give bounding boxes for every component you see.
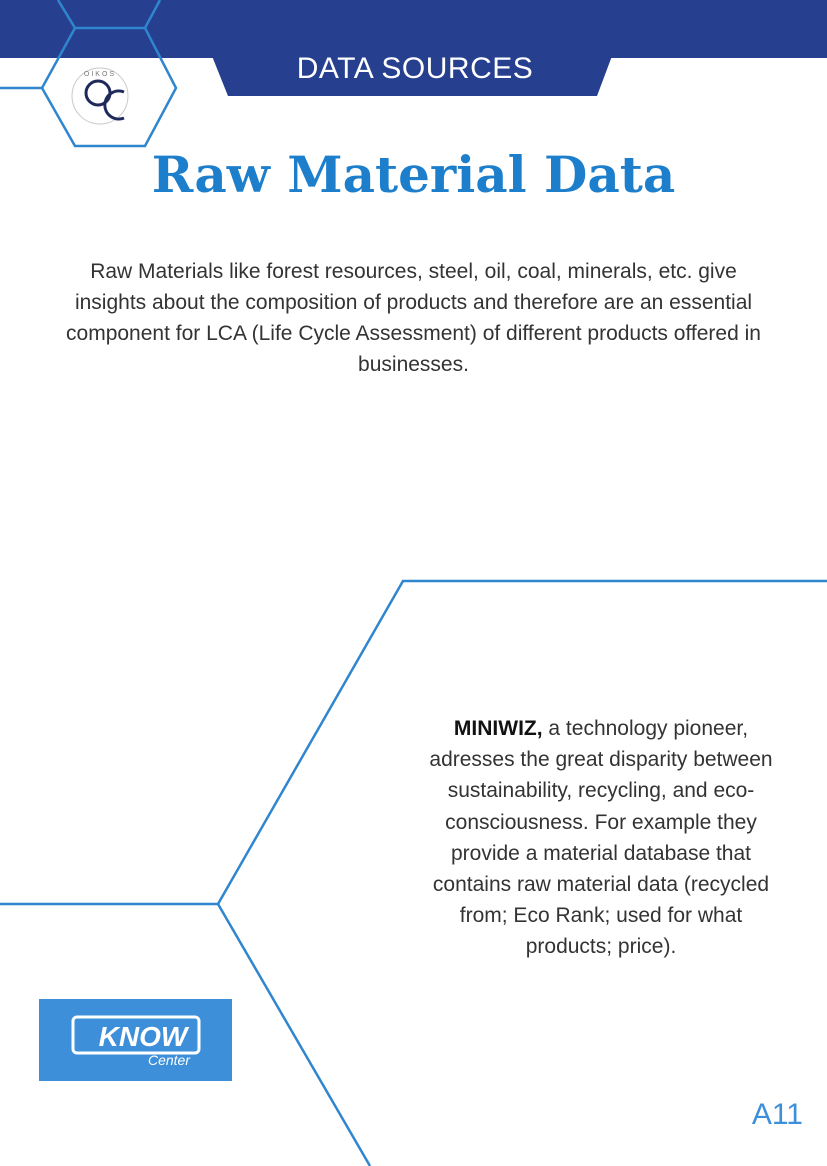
section-label: DATA SOURCES [296, 52, 534, 85]
miniwiz-paragraph [425, 713, 777, 963]
page-number: A11 [751, 1098, 803, 1131]
logo-hexagon [0, 0, 200, 160]
miniwiz-name: MINIWIZ, [453, 717, 543, 740]
svg-text:OIKOS: OIKOS [83, 71, 117, 78]
page-title: Raw Material Data [151, 145, 676, 204]
know-center-logo [39, 999, 232, 1081]
oikos-consulting-logo [72, 68, 128, 124]
know-logo-line1: KNOW [98, 1021, 188, 1052]
intro-paragraph: Raw Materials like forest resources, steel, oil, coal, minerals, etc. give insights about the composition of products and therefore are an essential component for LCA (Life Cycle Assessment) of different products offered in businesses. [66, 260, 761, 376]
know-logo-line2: Center [147, 1052, 191, 1068]
miniwiz-description: a technology pioneer, adresses the great disparity between sustainability, recycling, and eco-consciousness. For example they provide a material database that contains raw material data (recycled from; Eco Rank; used for what products; price). [429, 717, 773, 959]
